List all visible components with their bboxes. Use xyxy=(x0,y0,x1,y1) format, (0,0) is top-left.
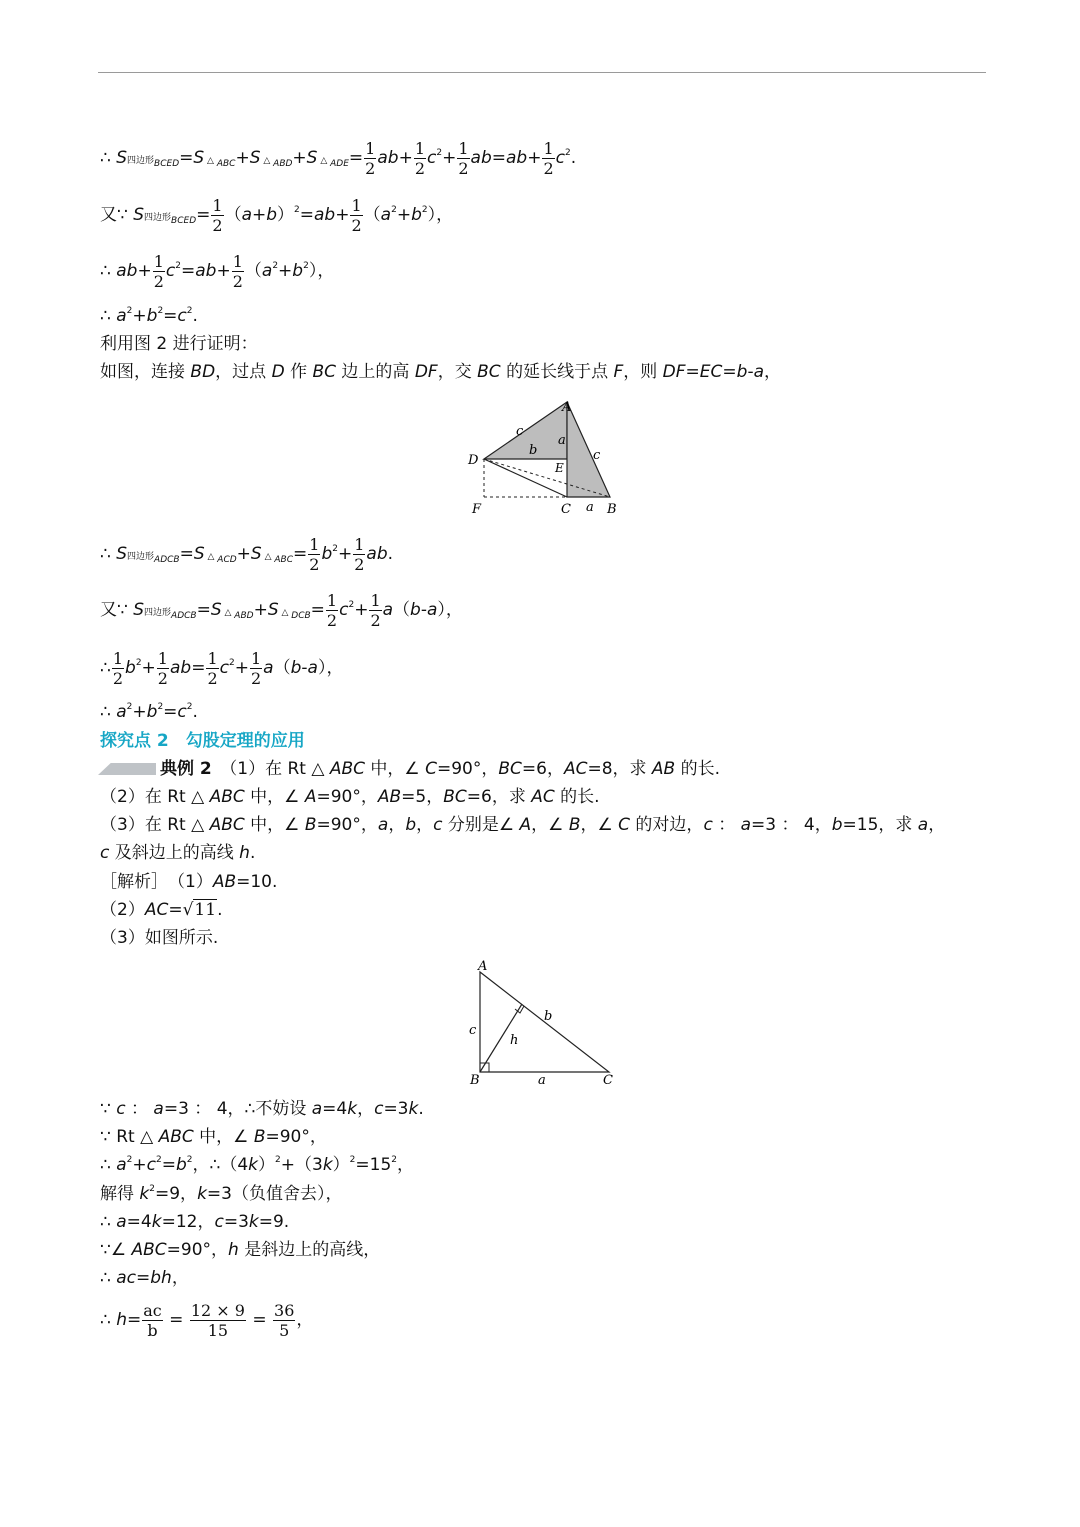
solution-line6: ∵∠ ABC=90°，h 是斜边上的高线， xyxy=(100,1240,381,1260)
example-question-2: （2）在 Rt △ ABC 中，∠ A=90°，AB=5，BC=6，求 AC 的长. xyxy=(100,787,600,807)
solution-line1: ∵ c ： a=3 ： 4，∴不妨设 a=4k，c=3k. xyxy=(100,1099,424,1119)
example-tab-icon xyxy=(98,763,156,775)
fig1-label-D: D xyxy=(468,453,479,468)
fig1-label-a1: a xyxy=(558,433,566,448)
fig1-label-a2: a xyxy=(586,500,594,515)
proof1-conclusion: ∴ $a^2+b^2=c^2$. xyxy=(100,306,198,326)
fig1-label-C: C xyxy=(561,502,571,517)
proof2-line2: 又∵ S四边形$_{ADCB}$=S △ $_{ABD}$+S △ $_{DCB}$= $\frac{1}{2}$ $c^2+$ $\frac{1}{2}$ a（b-a）， xyxy=(100,590,463,630)
fig1-label-E: E xyxy=(555,461,564,475)
figure-right-triangle-altitude xyxy=(462,956,622,1091)
analysis-3: （3）如图所示. xyxy=(100,928,219,948)
solution-line2: ∵ Rt △ ABC 中，∠ B=90°， xyxy=(100,1127,327,1147)
fig2-label-c: c xyxy=(469,1023,477,1038)
fig1-label-c1: c xyxy=(516,424,524,439)
fig1-label-B: B xyxy=(607,502,617,517)
fig1-label-b: b xyxy=(529,443,538,458)
example-question-3: （3）在 Rt △ ABC 中，∠ B=90°，a，b，c 分别是∠ A，∠ B，∠ C 的对边，c ： a=3 ： 4，b=15，求 a， xyxy=(100,815,946,835)
fig2-label-B: B xyxy=(470,1073,480,1088)
fig2-label-a: a xyxy=(538,1073,546,1088)
proof1-line3: ∴ ab+ $\frac{1}{2}$ $c^2=ab+$ $\frac{1}{2}$ $(a^2+b^2)$， xyxy=(100,251,335,291)
solution-line3: ∴ $a^2+c^2=b^2$，$\therefore(4k)^2+(3k)^2=15^2$， xyxy=(100,1155,415,1175)
proof2-setup: 如图，连接 BD，过点 D 作 BC 边上的高 DF，交 BC 的延长线于点 F，则 DF=EC=b-a， xyxy=(100,362,782,382)
example-question-1: 典例 2 （1）在 Rt △ ABC 中，∠ C=90°，BC=6，AC=8，求 AB 的长. xyxy=(98,757,720,781)
proof1-line2: 又∵ S四边形$_{BCED}$= $\frac{1}{2}$ $(a+b)^2=ab+$ $\frac{1}{2}$ $(a^2+b^2)$， xyxy=(100,195,454,235)
proof2-line3: ∴ $\frac{1}{2}$ $b^2+$ $\frac{1}{2}$ ab= $\frac{1}{2}$ $c^2+$ $\frac{1}{2}$ a（b-a）， xyxy=(100,648,344,688)
example-question-3-cont: c 及斜边上的高线 h. xyxy=(100,843,256,863)
solution-line7: ∴ ac=bh， xyxy=(100,1268,189,1288)
fig1-label-A: A xyxy=(562,400,572,415)
header-rule xyxy=(98,72,986,73)
fig2-label-C: C xyxy=(603,1073,613,1088)
fig2-label-b: b xyxy=(544,1009,553,1024)
fig2-label-h: h xyxy=(510,1033,519,1048)
section-title: 探究点 2 勾股定理的应用 xyxy=(100,731,305,751)
proof2-line1: ∴ S四边形$_{ADCB}$=S △ $_{ACD}$+S △ $_{ABC}$= $\frac{1}{2}$ $b^2+$ $\frac{1}{2}$ ab. xyxy=(100,534,394,574)
solution-line8: ∴ h= $\frac{ac}{b}$ = $\frac{12 \times 9}{15}$ = $\frac{36}{5}$ ， xyxy=(100,1300,314,1340)
analysis-1: ［解析］ （1）AB=10. xyxy=(100,872,278,892)
fig1-label-c2: c xyxy=(593,448,601,463)
analysis-2: （2）AC=√11. xyxy=(100,900,223,920)
proof1-line1: ∴ S四边形$_{BCED}$=S △ $_{ABC}$+S △ $_{ABD}$+S △ $_{ADE}$= $\frac{1}{2}$ ab+ $\frac{1}{2}$ $c^2+$ $\frac{1}{2}$ ab=ab+ $\frac{1}{2}$ $c^2$. xyxy=(100,138,577,178)
solution-line4: 解得 $k^2=9$，k=3（负值舍去）， xyxy=(100,1184,343,1204)
solution-line5: ∴ a=4k=12，c=3k=9. xyxy=(100,1212,290,1232)
fig1-label-F: F xyxy=(472,502,482,517)
proof2-conclusion: ∴ $a^2+b^2=c^2$. xyxy=(100,702,198,722)
fig2-label-A: A xyxy=(478,959,488,974)
proof2-intro: 利用图 2 进行证明： xyxy=(100,334,258,354)
figure-trapezoid-proof xyxy=(460,392,630,520)
